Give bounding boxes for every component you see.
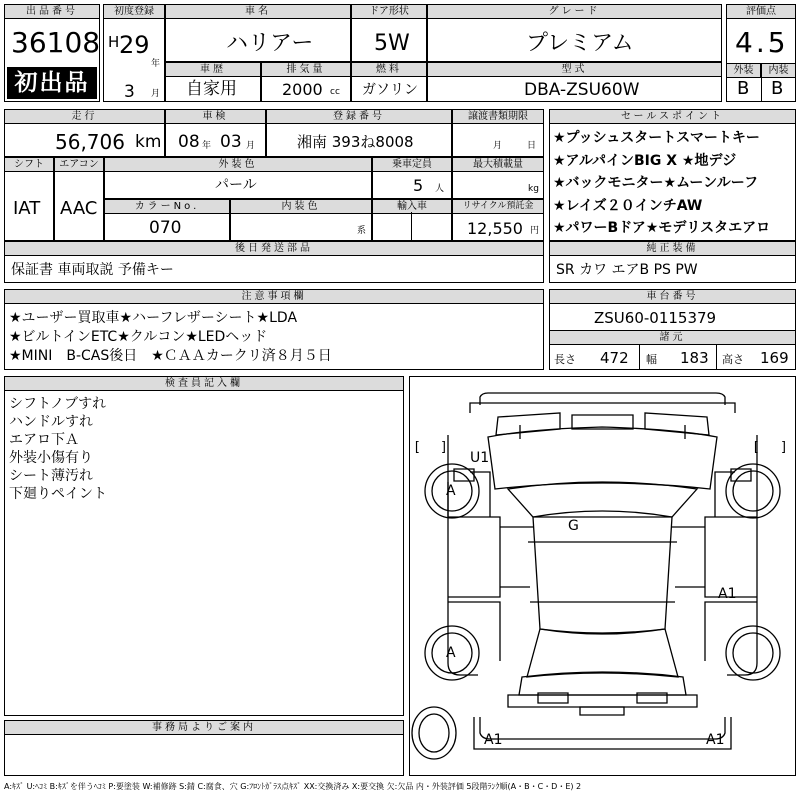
left-bracket-open: [ — [413, 440, 421, 455]
note-line: ★MINI B-CAS後日 ★ＣＡＡカークリ済８月５日 — [9, 348, 332, 364]
history-cell — [165, 62, 261, 102]
registration-month: 3 — [124, 82, 135, 102]
wheel-front-right — [726, 464, 780, 518]
sales-point: ★バックモニター★ムーンルーフ — [553, 175, 759, 191]
right-bracket-close: ] — [780, 440, 788, 455]
length-label: 長さ — [554, 353, 576, 366]
inspection-label: 車検 — [165, 109, 266, 124]
later-parts-label: 後日発送部品 — [4, 241, 544, 256]
mark-a1-bottom-left: A1 — [484, 732, 503, 748]
plate-number: 湘南 393ね8008 — [297, 133, 414, 151]
recycle-unit: 円 — [530, 226, 540, 236]
overall-score: 4.5 — [735, 26, 789, 59]
inspection-year-unit: 年 — [202, 141, 212, 151]
roof — [533, 517, 672, 633]
later-parts: 保証書 車両取説 予備キー — [11, 262, 174, 278]
capacity: 5 — [413, 176, 424, 195]
displacement-cell — [261, 62, 351, 102]
import-cell — [372, 199, 452, 241]
aircon-cell — [54, 157, 104, 241]
mark-g-roof: G — [568, 518, 579, 534]
sales-points-box — [549, 109, 796, 241]
grade: プレミアム — [526, 31, 634, 56]
car-outline — [410, 377, 795, 775]
inspection-cell — [165, 109, 266, 157]
interior-color-label: 内装色 — [230, 199, 372, 214]
fuel-label: 燃料 — [351, 62, 427, 77]
mileage-cell — [4, 109, 165, 157]
capacity-unit: 人 — [435, 184, 445, 194]
sales-point: ★パワーBドア★モデリスタエアロ — [553, 220, 771, 236]
model-label: 型式 — [427, 62, 722, 77]
note-line: ★ビルトインETC★クルコン★LEDヘッド — [9, 329, 268, 345]
mark-a-front-left: A — [446, 483, 456, 499]
mileage-label: 走行 — [4, 109, 165, 124]
sales-point: ★レイズ２０インチAW — [553, 197, 703, 214]
inspector-list — [9, 395, 107, 503]
length: 472 — [600, 349, 629, 367]
chassis-label: 車台番号 — [549, 289, 796, 304]
sales-points-label: セールスポイント — [549, 109, 796, 124]
exterior-color-cell — [104, 157, 372, 199]
displacement: 2000 — [282, 80, 323, 99]
displacement-label: 排気量 — [261, 62, 351, 77]
recycle-label: リサイクル預託金 — [452, 199, 544, 214]
chassis-number: ZSU60-0115379 — [594, 309, 717, 327]
lot-number-cell — [4, 4, 100, 102]
rear-bumper — [508, 695, 697, 707]
year-unit: 年 — [151, 59, 161, 69]
exterior-grade: B — [737, 78, 750, 99]
notes-box — [4, 289, 544, 370]
later-parts-box — [4, 241, 544, 283]
lot-number-label: 出品番号 — [4, 4, 100, 19]
door-cell — [351, 4, 427, 62]
windshield — [508, 482, 697, 517]
mark-a1-bottom-right: A1 — [706, 732, 725, 748]
capacity-cell — [372, 157, 452, 199]
hood — [488, 427, 717, 489]
rear-glass — [527, 629, 678, 677]
grade-cell — [427, 4, 722, 62]
office-label: 事務局よりご案内 — [4, 720, 404, 735]
transfer-cell — [452, 109, 544, 157]
sales-point: ★プッシュスタートスマートキー — [553, 130, 760, 146]
load-cell — [452, 157, 544, 199]
sales-point: ★アルパインBIG X ★地デジ — [553, 152, 737, 169]
car-name-cell — [165, 4, 351, 62]
interior-color-cell — [230, 199, 372, 241]
height: 169 — [760, 349, 789, 367]
fuel: ガソリン — [362, 82, 418, 98]
history: 自家用 — [186, 79, 237, 99]
mark-a1-right: A1 — [718, 586, 737, 602]
score-label: 評価点 — [726, 4, 796, 19]
capacity-label: 乗車定員 — [372, 157, 452, 172]
mark-a-rear-left: A — [446, 645, 456, 661]
width: 183 — [680, 349, 709, 367]
inspection-month: 03 — [220, 132, 242, 152]
notes-label: 注意事項欄 — [4, 289, 544, 304]
note-line: ★ユーザー買取車★ハーフレザーシート★LDA — [9, 310, 298, 326]
recycle-cell — [452, 199, 544, 241]
office-box — [4, 720, 404, 776]
first-registration-cell — [103, 4, 165, 102]
inspector-box — [4, 376, 404, 716]
interior-color-unit: 系 — [357, 226, 367, 236]
shift: IAT — [13, 198, 41, 219]
grade-label: グレード — [427, 4, 722, 19]
color-number: 070 — [149, 218, 182, 238]
shift-cell — [4, 157, 54, 241]
inspector-label: 検査員記入欄 — [4, 376, 404, 391]
damage-diagram — [409, 376, 796, 776]
car-name-label: 車名 — [165, 4, 351, 19]
lot-number: 36108 — [11, 26, 101, 59]
load-unit: kg — [528, 184, 539, 194]
recycle-fee: 12,550 — [467, 219, 523, 238]
mark-u1: U1 — [470, 450, 490, 466]
left-bracket-close: ] — [440, 440, 448, 455]
door-type: 5W — [374, 31, 410, 56]
exterior-color: パール — [215, 177, 257, 193]
transfer-label: 譲渡書類期限 — [452, 109, 544, 124]
interior-grade-label: 内装 — [761, 63, 796, 78]
exterior-color-label: 外装色 — [104, 157, 372, 172]
chassis-box — [549, 289, 796, 370]
era: H — [108, 33, 120, 51]
wheel-rear-right — [726, 626, 780, 680]
right-bracket-open: [ — [752, 440, 760, 455]
legend: A:ｷｽﾞ U:ﾍｺﾐ B:ｷｽﾞを伴うﾍｺﾐ P:要塗装 W:補修跡 S:錆 C:腐食、穴 G:ﾌﾛﾝﾄｶﾞﾗｽ点ｷｽﾞ XX:交換済み X:要交換 欠:欠品 内・外装評価 5段階ﾗﾝｸ順(A・B・C・D・E) 2 — [4, 782, 582, 791]
inspector-note: 下廻りペイント — [9, 486, 107, 502]
first-registration-label: 初度登録 — [103, 4, 165, 19]
notes-list — [9, 309, 332, 366]
car-name: ハリアー — [226, 31, 314, 56]
door-label: ドア形状 — [351, 4, 427, 19]
inspector-note: エアロ下Ａ — [9, 432, 79, 448]
genuine-equipment-box — [549, 241, 796, 283]
transfer-day-unit: 日 — [527, 141, 537, 151]
shift-label: シフト — [4, 157, 54, 172]
load-label: 最大積載量 — [452, 157, 544, 172]
month-unit: 月 — [151, 89, 161, 99]
genuine-equipment: SR カワ エアB PS PW — [556, 262, 698, 278]
mileage-unit: km — [135, 132, 162, 152]
aircon: AAC — [60, 198, 98, 219]
inspector-note: ハンドルすれ — [9, 414, 93, 430]
aircon-label: エアコン — [54, 157, 104, 172]
plate-cell — [266, 109, 452, 157]
import-label: 輸入車 — [372, 199, 452, 214]
height-label: 高さ — [722, 353, 744, 366]
inspector-note: 外装小傷有り — [9, 450, 93, 466]
fuel-cell — [351, 62, 427, 102]
genuine-equipment-label: 純正装備 — [549, 241, 796, 256]
inspector-note: シフトノブすれ — [9, 396, 107, 412]
plate-label: 登録番号 — [266, 109, 452, 124]
model-code: DBA-ZSU60W — [524, 80, 640, 100]
dimensions-label: 諸元 — [549, 330, 796, 345]
model-cell — [427, 62, 722, 102]
inspector-note: シート薄汚れ — [9, 468, 93, 484]
score-cell — [726, 4, 796, 102]
color-number-label: カラーNo. — [104, 199, 230, 214]
width-label: 幅 — [646, 353, 657, 366]
first-listing-badge: 初出品 — [7, 67, 97, 99]
sales-points-list — [553, 127, 770, 240]
registration-year: 29 — [119, 31, 150, 59]
inspection-year: 08 — [178, 132, 200, 152]
color-number-cell — [104, 199, 230, 241]
inspection-month-unit: 月 — [246, 141, 256, 151]
interior-grade: B — [771, 78, 784, 99]
history-label: 車歴 — [165, 62, 261, 77]
displacement-unit: cc — [330, 87, 340, 97]
mileage: 56,706 — [55, 130, 125, 154]
exterior-grade-label: 外装 — [726, 63, 761, 78]
transfer-month-unit: 月 — [493, 141, 503, 151]
